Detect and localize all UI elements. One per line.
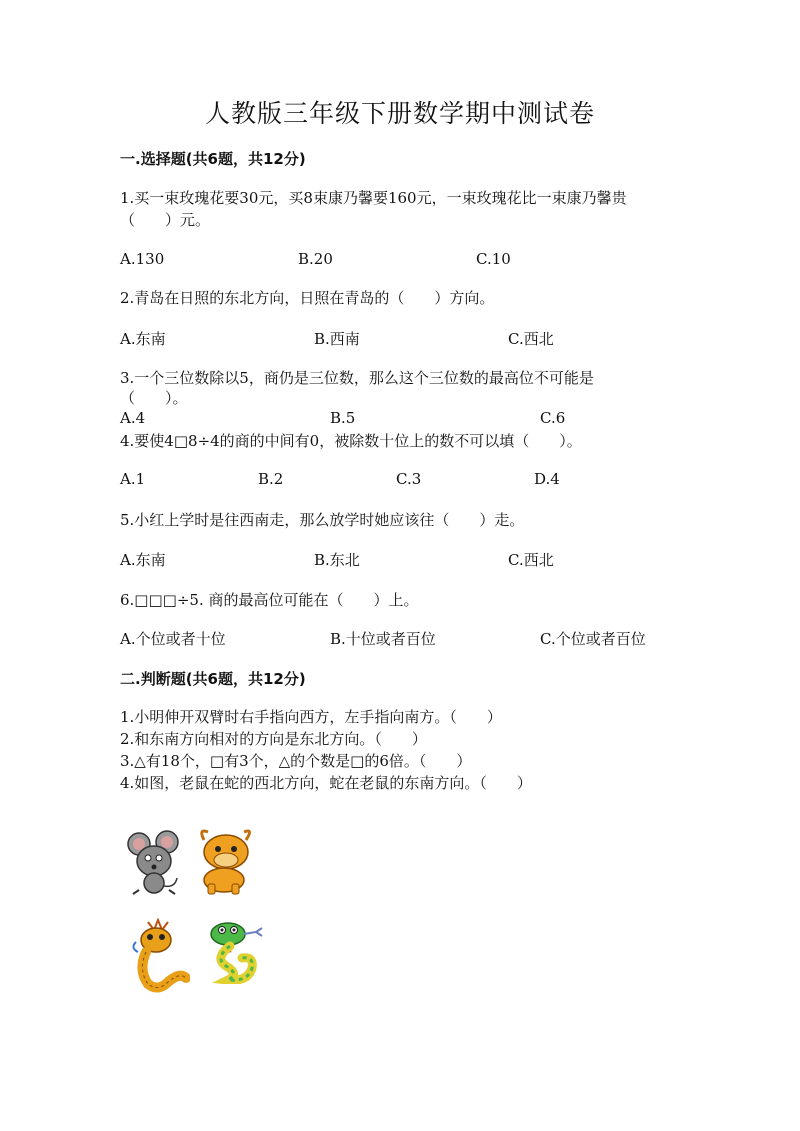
question-6-option-b: B.十位或者百位 [330, 630, 436, 648]
question-6-option-c: C.个位或者百位 [540, 630, 646, 648]
question-3-line-2: （ ）。 [120, 389, 188, 407]
question-3-line-1: 3.一个三位数除以5，商仍是三位数，那么这个三位数的最高位不可能是 [120, 369, 594, 387]
question-3-option-c: C.6 [540, 409, 566, 427]
question-4-option-d: D.4 [534, 470, 560, 488]
snake-icon [204, 918, 270, 984]
mouse-icon [125, 828, 185, 898]
question-3-option-b: B.5 [330, 409, 356, 427]
question-4-line-1: 4.要使4□8÷4的商的中间有0，被除数十位上的数不可以填（ ）。 [120, 432, 582, 450]
dragon-icon [128, 918, 190, 994]
question-6-line-1: 6.□□□÷5. 商的最高位可能在（ ）上。 [120, 591, 419, 609]
judgement-item-1: 1.小明伸开双臂时右手指向西方，左手指向南方。（ ） [120, 708, 502, 726]
question-4-option-a: A.1 [120, 470, 146, 488]
page-title: 人教版三年级下册数学期中测试卷 [204, 99, 595, 128]
section2-heading: 二.判断题(共6题，共12分) [120, 670, 306, 688]
question-5-option-c: C.西北 [508, 551, 554, 569]
ox-icon [194, 826, 260, 896]
question-2-option-c: C.西北 [508, 330, 554, 348]
question-4-option-c: C.3 [396, 470, 422, 488]
question-1-option-b: B.20 [298, 250, 333, 268]
question-2-line-1: 2.青岛在日照的东北方向，日照在青岛的（ ）方向。 [120, 289, 495, 307]
question-1-option-c: C.10 [476, 250, 511, 268]
question-6-option-a: A.个位或者十位 [120, 630, 226, 648]
question-2-option-a: A.东南 [120, 330, 166, 348]
question-5-line-1: 5.小红上学时是往西南走，那么放学时她应该往（ ）走。 [120, 511, 525, 529]
judgement-item-4: 4.如图，老鼠在蛇的西北方向，蛇在老鼠的东南方向。（ ） [120, 774, 532, 792]
question-2-option-b: B.西南 [314, 330, 360, 348]
question-1-option-a: A.130 [120, 250, 165, 268]
question-4-option-b: B.2 [258, 470, 284, 488]
section1-heading: 一.选择题(共6题，共12分) [120, 150, 306, 168]
question-5-option-b: B.东北 [314, 551, 360, 569]
question-3-option-a: A.4 [120, 409, 146, 427]
question-5-option-a: A.东南 [120, 551, 166, 569]
question-1-line-2: （ ）元。 [120, 211, 211, 229]
judgement-item-2: 2.和东南方向相对的方向是东北方向。（ ） [120, 730, 427, 748]
question-1-line-1: 1.买一束玫瑰花要30元，买8束康乃馨要160元，一束玫瑰花比一束康乃馨贵 [120, 189, 627, 207]
judgement-item-3: 3.△有18个，□有3个，△的个数是□的6倍。（ ） [120, 752, 472, 770]
